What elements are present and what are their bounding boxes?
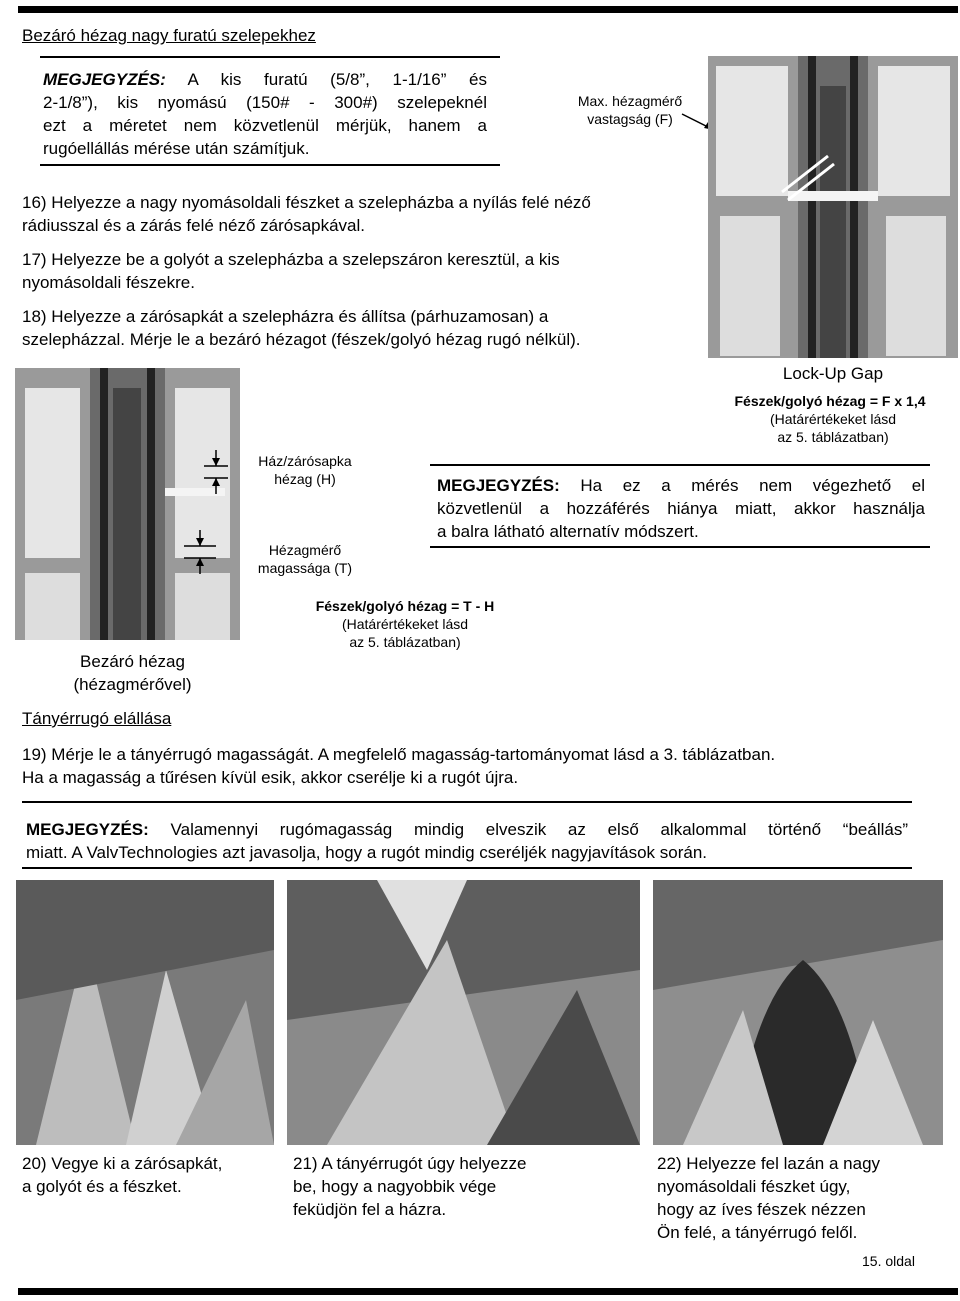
top-rule <box>18 6 958 13</box>
note3-top-rule <box>22 801 912 803</box>
h-gap-label-2: hézag (H) <box>274 471 336 487</box>
note2-line1 <box>437 474 925 497</box>
photo-caption-22 <box>657 1152 880 1244</box>
note1-line4: rugóellállás mérése után számítjuk. <box>43 139 310 158</box>
feeler-max-label <box>560 92 700 128</box>
feeler-max-label-2: vastagság (F) <box>587 111 673 127</box>
photo-caption-21 <box>293 1152 526 1221</box>
section-title: Bezáró hézag nagy furatú szelepekhez <box>22 26 316 45</box>
step-19-line2: Ha a magasság a tűrésen kívül esik, akkor cserélje ki a rugót újra. <box>22 768 519 787</box>
step-18-line1: 18) Helyezze a zárósapkát a szelepházra és állítsa (párhuzamosan) a <box>22 307 549 326</box>
note3-label: MEGJEGYZÉS: <box>26 820 149 839</box>
photo-caption-20 <box>22 1152 222 1198</box>
step-17-line2: nyomásoldali fészekre. <box>22 273 195 292</box>
closing-gap-diagram <box>15 368 240 640</box>
t-gap-label-1: Hézagmérő <box>268 542 342 558</box>
step-18-line2: szelepházzal. Mérje le a bezáró hézagot (fészek/golyó hézag rugó nélkül). <box>22 330 581 349</box>
lockup-gap-diagram <box>708 56 958 358</box>
lockup-gap-ref-2: az 5. táblázatban) <box>777 429 889 445</box>
note3-bottom-rule <box>22 867 912 869</box>
note2-top-rule <box>430 464 930 466</box>
note1-label: MEGJEGYZÉS: <box>43 70 166 89</box>
note3-text1: Valamennyi rugómagasság mindig elveszik az első alkalommal történő “beállás” <box>170 820 908 839</box>
note2-bottom-rule <box>430 546 930 548</box>
photo-caption-22-3: hogy az íves fészek nézzen <box>657 1200 866 1219</box>
closing-gap-caption-1: Bezáró hézag <box>80 652 185 671</box>
closing-gap-formula: Fészek/golyó hézag = T - H <box>315 598 495 614</box>
t-gap-label <box>240 541 370 577</box>
t-gap-marker <box>176 528 224 578</box>
note2-text1: Ha ez a mérés nem végezhető el <box>580 476 925 495</box>
note2-label: MEGJEGYZÉS: <box>437 476 560 495</box>
page-number: 15. oldal <box>862 1253 915 1269</box>
t-gap-label-2: magassága (T) <box>257 560 353 576</box>
closing-gap-caption-2: (hézagmérővel) <box>73 675 192 694</box>
step-16-line2: rádiusszal és a zárás felé néző zárósapkával. <box>22 216 366 235</box>
note1-bottom-rule <box>40 164 500 166</box>
photo-remove-cap <box>16 880 274 1145</box>
photo-caption-22-2: nyomásoldali fészket úgy, <box>657 1177 851 1196</box>
h-gap-marker <box>196 448 236 498</box>
photo-caption-20-2: a golyót és a fészket. <box>22 1177 182 1196</box>
lockup-gap-formula: Fészek/golyó hézag = F x 1,4 <box>734 393 926 409</box>
h-gap-label-1: Ház/zárósapka <box>258 453 352 469</box>
note3-line1 <box>26 818 908 841</box>
photo-place-spring <box>287 880 640 1145</box>
lockup-gap-ref-1: (Határértékeket lásd <box>769 411 897 427</box>
photo-caption-21-1: 21) A tányérrugót úgy helyezze <box>293 1154 527 1173</box>
photo-caption-22-4: Ön felé, a tányérrugó felől. <box>657 1223 858 1242</box>
closing-gap-ref-1: (Határértékeket lásd <box>341 616 469 632</box>
photo-caption-22-1: 22) Helyezze fel lazán a nagy <box>657 1154 881 1173</box>
feeler-max-label-1: Max. hézagmérő <box>577 93 683 109</box>
step-19-line1: 19) Mérje le a tányérrugó magasságát. A megfelelő magasság-tartományomat lásd a 3. táblázatban. <box>22 745 776 764</box>
bottom-rule <box>18 1288 958 1295</box>
closing-gap-ref-2: az 5. táblázatban) <box>349 634 461 650</box>
note1-line3: ezt a méretet nem közvetlenül mérjük, hanem a <box>43 116 487 135</box>
photo-caption-21-3: feküdjön fel a házra. <box>293 1200 447 1219</box>
step-16-line1: 16) Helyezze a nagy nyomásoldali fészket a szelepházba a nyílás felé néző <box>22 193 591 212</box>
photo-caption-20-1: 20) Vegye ki a zárósapkát, <box>22 1154 223 1173</box>
lockup-gap-title: Lock-Up Gap <box>782 364 884 383</box>
photo-caption-21-2: be, hogy a nagyobbik vége <box>293 1177 497 1196</box>
photo-place-seat <box>653 880 943 1145</box>
note1-top-rule <box>40 56 500 58</box>
note1-line1 <box>43 68 487 91</box>
note3-line2: miatt. A ValvTechnologies azt javasolja, hogy a rugót mindig cseréljék nagyjavítások során. <box>26 843 707 862</box>
spring-section-title: Tányérrugó elállása <box>22 709 172 728</box>
note1-line2: 2-1/8”), kis nyomású (150# - 300#) szelepeknél <box>43 93 487 112</box>
note2-line3: a balra látható alternatív módszert. <box>437 522 699 541</box>
note2-line2: közvetlenül a hozzáférés hiánya miatt, akkor használja <box>437 499 925 518</box>
note1-text1: A kis furatú (5/8”, 1-1/16” és <box>187 70 487 89</box>
h-gap-label <box>240 452 370 488</box>
step-17-line1: 17) Helyezze be a golyót a szelepházba a szelepszáron keresztül, a kis <box>22 250 560 269</box>
